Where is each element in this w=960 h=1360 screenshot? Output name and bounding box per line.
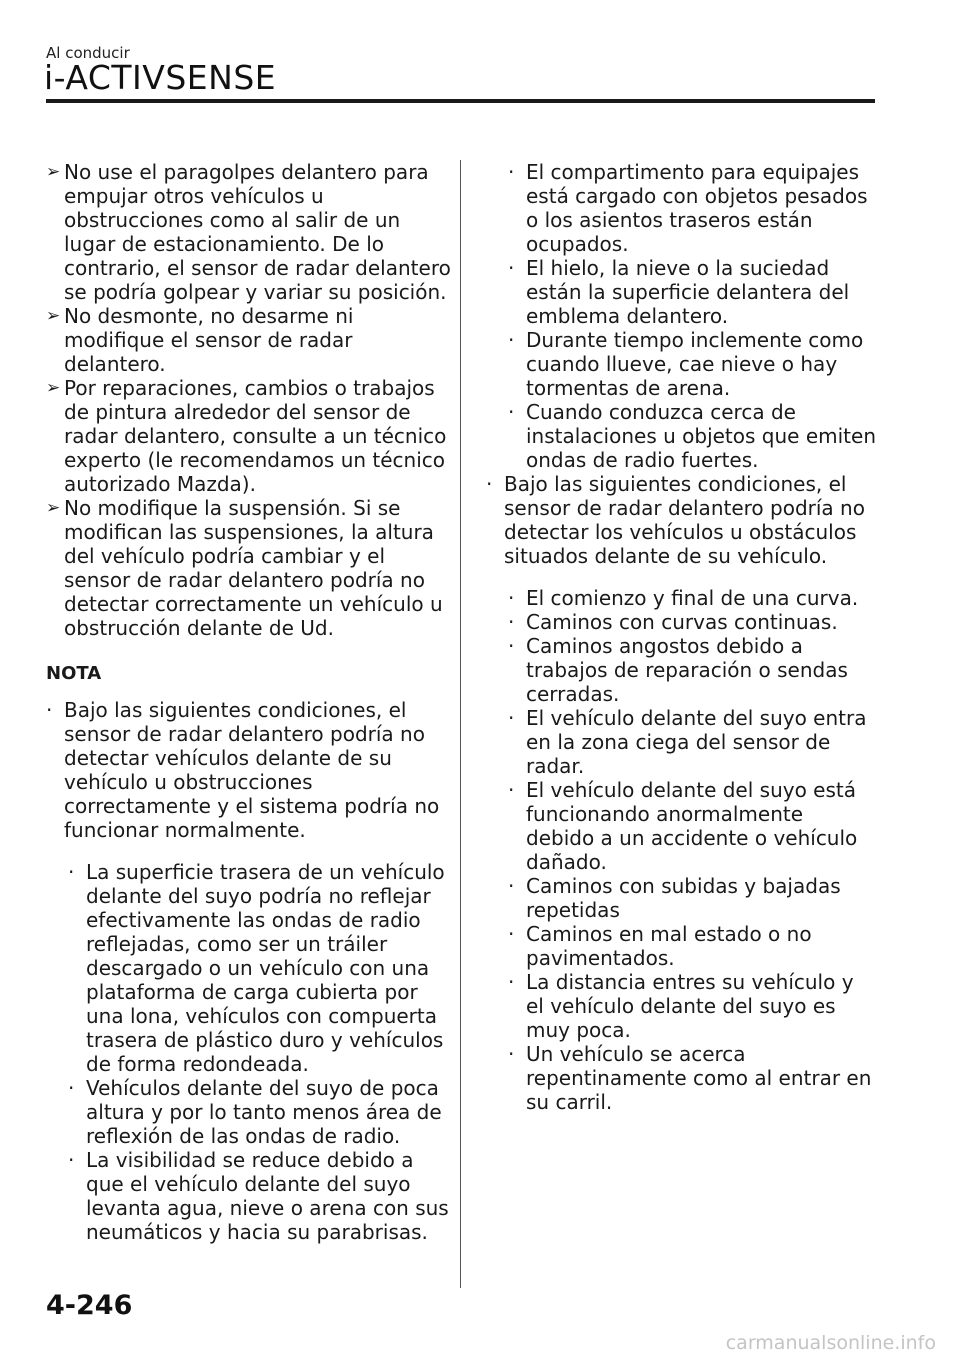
bullet-dot-icon: · bbox=[508, 328, 515, 352]
sub-bullet-item bbox=[46, 1148, 456, 1244]
sub-bullet-item bbox=[486, 778, 876, 874]
left-column bbox=[46, 160, 456, 1244]
sub-bullet-item bbox=[486, 256, 876, 328]
sub-bullet-item bbox=[486, 586, 876, 610]
bullet-dot-icon: · bbox=[508, 922, 515, 946]
sub-bullet-text: La distancia entres su vehículo y el vehículo delante del suyo es muy poca. bbox=[526, 970, 854, 1042]
sub-bullet-text: Un vehículo se acerca repentinamente como al entrar en su carril. bbox=[526, 1042, 872, 1114]
sub-bullet-text: El vehículo delante del suyo está funcionando anormalmente debido a un accidente o vehículo dañado. bbox=[526, 778, 858, 874]
bullet-dot-icon: · bbox=[46, 698, 53, 722]
bullet-dot-icon: · bbox=[508, 160, 515, 184]
bullet-dot-icon: · bbox=[508, 586, 515, 610]
watermark-text: carmanualsonline.info bbox=[725, 1332, 936, 1354]
sub-bullet-text: Durante tiempo inclemente como cuando llueve, cae nieve o hay tormentas de arena. bbox=[526, 328, 864, 400]
sub-bullet-item bbox=[486, 160, 876, 256]
bullet-dot-icon: · bbox=[68, 1076, 75, 1100]
sub-bullet-item bbox=[46, 860, 456, 1076]
sub-bullet-item bbox=[486, 328, 876, 400]
page-title: i-ACTIVSENSE bbox=[44, 58, 277, 97]
arrow-marker-icon: ➢ bbox=[46, 378, 61, 398]
warning-text: No desmonte, no desarme ni modifique el sensor de radar delantero. bbox=[64, 304, 354, 376]
arrow-marker-icon: ➢ bbox=[46, 498, 61, 518]
sub-bullet-text: El hielo, la nieve o la suciedad están la superficie delantera del emblema delantero. bbox=[526, 256, 850, 328]
bullet-item bbox=[46, 698, 456, 842]
warning-item bbox=[46, 304, 456, 376]
sub-bullet-item bbox=[486, 922, 876, 970]
bullet-dot-icon: · bbox=[68, 1148, 75, 1172]
sub-bullet-item bbox=[486, 874, 876, 922]
arrow-marker-icon: ➢ bbox=[46, 162, 61, 182]
sub-bullet-text: Caminos con subidas y bajadas repetidas bbox=[526, 874, 841, 922]
bullet-dot-icon: · bbox=[508, 778, 515, 802]
sub-bullet-text: Cuando conduzca cerca de instalaciones u objetos que emiten ondas de radio fuertes. bbox=[526, 400, 876, 472]
sub-bullet-text: El vehículo delante del suyo entra en la zona ciega del sensor de radar. bbox=[526, 706, 867, 778]
bullet-item bbox=[486, 472, 876, 568]
bullet-dot-icon: · bbox=[508, 634, 515, 658]
warning-text: Por reparaciones, cambios o trabajos de pintura alrededor del sensor de radar delantero, consulte a un técnico experto (le recomendamos un técnico autorizado Mazda). bbox=[64, 376, 447, 496]
bullet-dot-icon: · bbox=[508, 256, 515, 280]
arrow-marker-icon: ➢ bbox=[46, 306, 61, 326]
sub-bullet-text: El compartimento para equipajes está cargado con objetos pesados o los asientos traseros están ocupados. bbox=[526, 160, 868, 256]
bullet-dot-icon: · bbox=[508, 706, 515, 730]
sub-bullet-item bbox=[46, 1076, 456, 1148]
bullet-text: Bajo las siguientes condiciones, el sensor de radar delantero podría no detectar vehículos delante de su vehículo u obstrucciones correctamente y el sistema podría no funcionar normalmente. bbox=[64, 698, 440, 842]
sub-bullet-item bbox=[486, 634, 876, 706]
sub-bullet-item bbox=[486, 970, 876, 1042]
sub-bullet-text: Vehículos delante del suyo de poca altura y por lo tanto menos área de reflexión de las ondas de radio. bbox=[86, 1076, 442, 1148]
warning-item bbox=[46, 160, 456, 304]
sub-bullet-text: Caminos con curvas continuas. bbox=[526, 610, 838, 634]
bullet-dot-icon: · bbox=[508, 874, 515, 898]
page-number: 4-246 bbox=[46, 1290, 133, 1321]
bullet-dot-icon: · bbox=[508, 400, 515, 424]
bullet-dot-icon: · bbox=[508, 970, 515, 994]
sub-bullet-text: Caminos en mal estado o no pavimentados. bbox=[526, 922, 812, 970]
warning-text: No use el paragolpes delantero para empujar otros vehículos u obstrucciones como al salir de un lugar de estacionamiento. De lo contrario, el sensor de radar delantero se podría golpear y variar su posición. bbox=[64, 160, 451, 304]
nota-heading: NOTA bbox=[46, 663, 102, 684]
sub-bullet-item bbox=[486, 706, 876, 778]
sub-bullet-text: La visibilidad se reduce debido a que el vehículo delante del suyo levanta agua, nieve o arena con sus neumáticos y hacia su parabrisas. bbox=[86, 1148, 449, 1244]
bullet-dot-icon: · bbox=[508, 610, 515, 634]
bullet-text: Bajo las siguientes condiciones, el sensor de radar delantero podría no detectar los vehículos u obstáculos situados delante de su vehículo. bbox=[504, 472, 865, 568]
running-header-section: Al conducir bbox=[46, 44, 130, 62]
header-rule bbox=[46, 99, 875, 103]
column-divider bbox=[460, 160, 461, 1288]
sub-bullet-item bbox=[486, 400, 876, 472]
bullet-dot-icon: · bbox=[486, 472, 493, 496]
sub-bullet-text: Caminos angostos debido a trabajos de reparación o sendas cerradas. bbox=[526, 634, 848, 706]
bullet-dot-icon: · bbox=[508, 1042, 515, 1066]
warning-item bbox=[46, 376, 456, 496]
sub-bullet-item bbox=[486, 1042, 876, 1114]
warning-text: No modifique la suspensión. Si se modifican las suspensiones, la altura del vehículo podría cambiar y el sensor de radar delantero podría no detectar correctamente un vehículo u obstrucción delante de Ud. bbox=[64, 496, 443, 640]
right-column bbox=[486, 160, 876, 1114]
bullet-dot-icon: · bbox=[68, 860, 75, 884]
warning-item bbox=[46, 496, 456, 640]
sub-bullet-text: El comienzo y final de una curva. bbox=[526, 586, 859, 610]
sub-bullet-text: La superficie trasera de un vehículo delante del suyo podría no reflejar efectivamente las ondas de radio reflejadas, como ser un tráiler descargado o un vehículo con una plataforma de carga cubierta por una lona, vehículos con compuerta trasera de plástico duro y vehículos de forma redondeada. bbox=[86, 860, 445, 1076]
sub-bullet-item bbox=[486, 610, 876, 634]
